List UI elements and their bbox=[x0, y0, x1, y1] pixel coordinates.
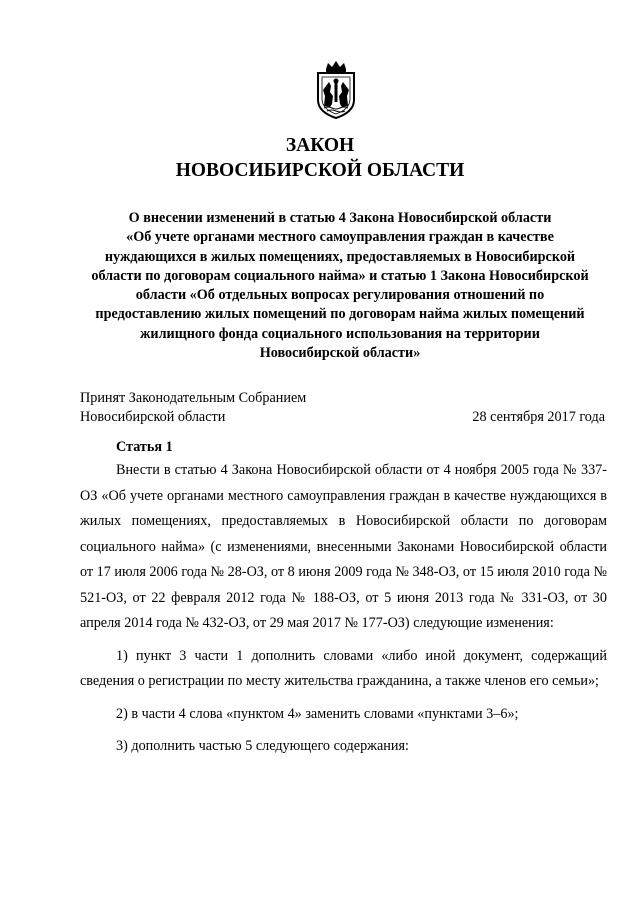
coat-of-arms-icon bbox=[314, 60, 358, 120]
subject-line: жилищного фонда социального использования на территории bbox=[140, 325, 540, 342]
adopted-by-line: Принят Законодательным Собранием bbox=[80, 390, 307, 406]
subject-line: «Об учете органами местного самоуправления граждан в качестве bbox=[126, 229, 554, 246]
law-subject bbox=[80, 209, 600, 363]
law-title bbox=[0, 133, 640, 183]
subject-line: Новосибирской области» bbox=[259, 345, 421, 362]
law-title-line1: ЗАКОН bbox=[285, 135, 355, 156]
coat-of-arms-emblem bbox=[314, 60, 358, 120]
subject-line: О внесении изменений в статью 4 Закона Новосибирской области bbox=[128, 210, 552, 226]
article-body bbox=[80, 458, 607, 767]
subject-line: нуждающихся в жилых помещениях, предоставляемых в Новосибирской bbox=[104, 248, 576, 265]
subject-line: области «Об отдельных вопросах регулирования отношений по bbox=[135, 287, 545, 304]
article-paragraph: 2) в части 4 слова «пунктом 4» заменить словами «пунктами 3–6»; bbox=[116, 705, 519, 722]
law-title-line2: НОВОСИБИРСКОЙ ОБЛАСТИ bbox=[175, 160, 465, 181]
article-paragraph: Внести в статью 4 Закона Новосибирской области от 4 ноября 2005 года № 337-ОЗ «Об учете органами местного самоуправления граждан в качестве нуждающихся в жилых помещениях, предоставляемых в Новосибирской области по договорам социального найма» (с изменениями, внесенными Законами Новосибирской области от 17 июля 2006 года № 28-ОЗ, от 8 июня 2009 года № 348-ОЗ, от 15 июля 2010 года № 521-ОЗ, от 22 февраля 2012 года № 188-ОЗ, от 5 июня 2013 года № 331-ОЗ, от 30 апреля 2014 года № 432-ОЗ, от 29 мая 2017 № 177-ОЗ) следующие изменения: bbox=[80, 462, 607, 631]
article-paragraph: 1) пункт 3 части 1 дополнить словами «либо иной документ, содержащий сведения о регистрации по месту жительства гражданина, а также членов его семьи»; bbox=[80, 647, 607, 689]
adoption-date: 28 сентября 2017 года bbox=[472, 409, 605, 425]
adoption-block bbox=[80, 389, 605, 427]
article-heading: Статья 1 bbox=[116, 439, 173, 455]
subject-line: предоставлению жилых помещений по договорам найма жилых помещений bbox=[95, 306, 585, 323]
adopted-by-region: Новосибирской области bbox=[80, 409, 226, 425]
subject-line: области по договорам социального найма» и статью 1 Закона Новосибирской bbox=[91, 267, 589, 284]
article-paragraph: 3) дополнить частью 5 следующего содержания: bbox=[116, 738, 409, 754]
